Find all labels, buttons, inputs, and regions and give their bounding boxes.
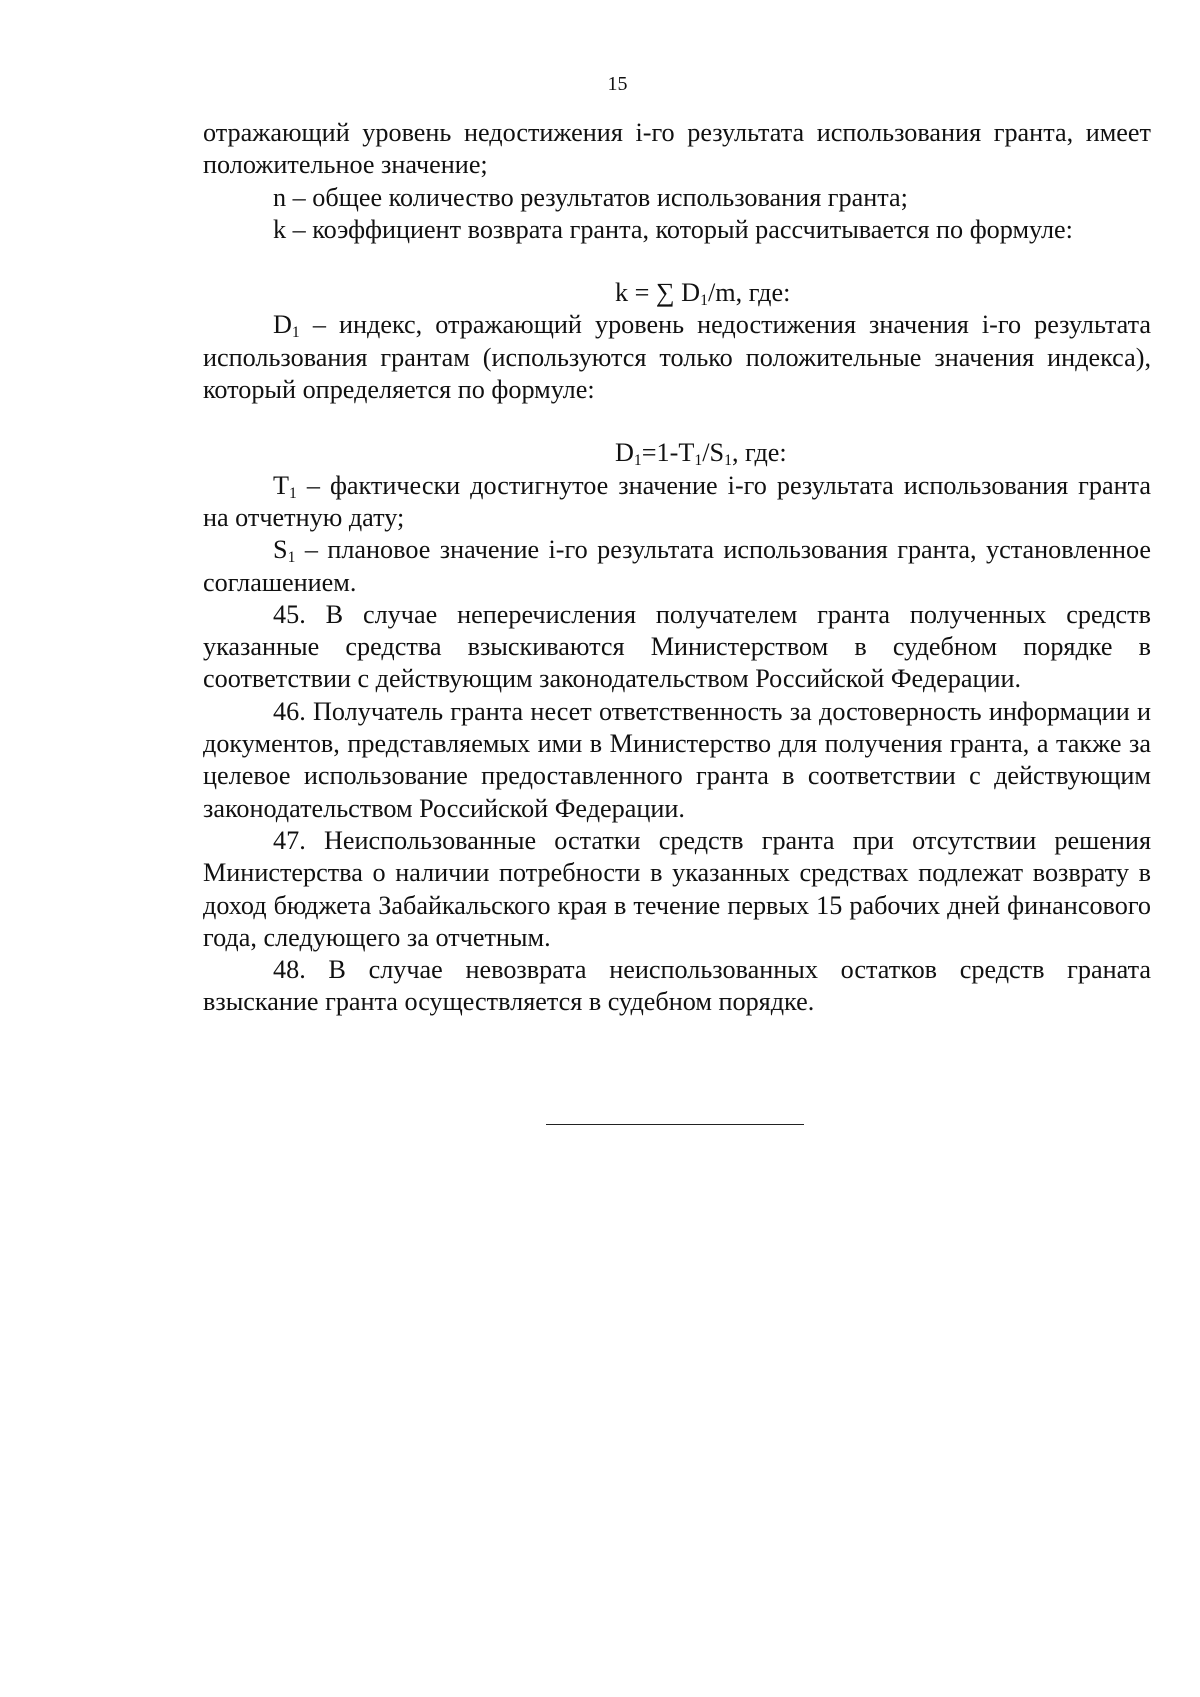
clause-47: 47. Неиспользованные остатки средств гранта при отсутствии решения Министерства о наличии потребности в указанных средствах подлежат возврату в доход бюджета Забайкальского края в течение первых 15 рабочих дней финансового года, следующего за отчетным.	[203, 825, 1151, 952]
clause-48: 48. В случае невозврата неиспользованных остатков средств граната взыскание гранта осуществляется в судебном порядке.	[203, 955, 1151, 1017]
definition-t: $T_1$ – фактически достигнутое значение i-го результата использования гранта на отчетную дату;	[203, 470, 1151, 532]
definition-s: $S_1$ – плановое значение i-го результата использования гранта, установленное соглашением.	[203, 535, 1151, 597]
clause-45: 45. В случае неперечисления получателем гранта полученных средств указанные средства взыскиваются Министерством в судебном порядке в соответствии с действующим законодательством Российской Федерации.	[203, 599, 1151, 694]
definition-n: n – общее количество результатов использования гранта;	[273, 182, 908, 212]
end-of-document-rule	[546, 1124, 804, 1125]
document-body	[203, 117, 1151, 1019]
formula-k: k = ∑ $D_1/m$, где:	[615, 278, 791, 310]
definition-k: k – коэффициент возврата гранта, который рассчитывается по формуле:	[273, 214, 1073, 244]
paragraph-continuation: отражающий уровень недостижения i-го результата использования гранта, имеет положительное значение;	[203, 118, 1151, 180]
definition-d: $D_1$ – индекс, отражающий уровень недостижения значения i-го результата использования грантам (используются только положительные значения индекса), который определяется по формуле:	[203, 310, 1151, 405]
formula-d: $D_1=1-T_1/S_1$, где:	[615, 438, 787, 470]
page-number: 15	[607, 73, 628, 95]
clause-46: 46. Получатель гранта несет ответственность за достоверность информации и документов, представляемых ими в Министерство для получения гранта, а также за целевое использование предоставленного гранта в соответствии с действующим законодательством Российской Федерации.	[203, 696, 1151, 823]
